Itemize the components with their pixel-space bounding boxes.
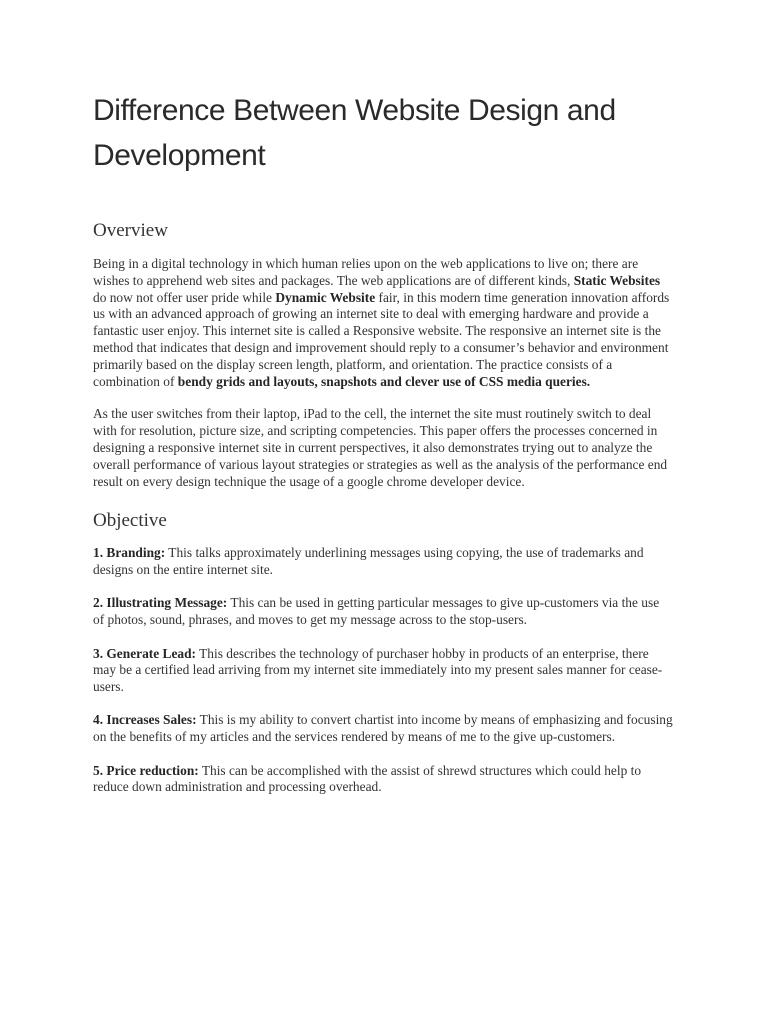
overview-p1-text-1: Being in a digital technology in which human relies upon on the web applications to live on; there are wishes to apprehend web sites and packages. The web applications are of different kinds, (93, 256, 639, 288)
objective-item-increases-sales (93, 712, 673, 746)
overview-heading: Overview (93, 220, 168, 241)
static-websites-term: Static Websites (573, 272, 661, 288)
objective-item-label: 5. Price reduction: (93, 762, 199, 778)
objective-item-generate-lead (93, 646, 673, 696)
objective-item-branding (93, 545, 673, 579)
objective-heading: Objective (93, 510, 167, 532)
overview-paragraph-2: As the user switches from their laptop, iPad to the cell, the internet the site must routinely switch to deal with for resolution, picture size, and scripting competencies. This paper offers the processes concerned in designing a responsive internet site in current perspectives, it also demonstrates trying out to analyze the overall performance of various layout strategies or strategies as well as the analysis of the performance end result on every design technique the usage of a google chrome developer device. (93, 406, 668, 489)
objective-item-illustrating-message (93, 595, 673, 629)
objective-item-text: This can be used in getting particular messages to give up-customers via the use of photos, sound, phrases, and moves to get my message across to the stop-users. (93, 595, 660, 628)
objective-item-text: This can be accomplished with the assist of shrewd structures which could help to reduce down administration and processing overhead. (93, 762, 642, 795)
objective-item-label: 4. Increases Sales: (93, 712, 197, 728)
document-title: Difference Between Website Design and Development (93, 94, 616, 172)
objective-list (93, 545, 673, 796)
objective-item-label: 1. Branding: (93, 545, 166, 561)
overview-paragraph-1 (93, 256, 673, 390)
dynamic-website-term: Dynamic Website (275, 289, 376, 305)
overview-p1-text-2: do now not offer user pride while (93, 289, 276, 305)
objective-item-label: 3. Generate Lead: (93, 645, 197, 661)
objective-item-label: 2. Illustrating Message: (93, 595, 228, 611)
overview-p1-text-3: fair, in this modern time generation innovation affords us with an advanced approach of growing an internet site to deal with emerging hardware and provide a fantastic user enjoy. This internet site is called a Responsive website. The responsive an internet site is the method that indicates that design and improvement should reply to a consumer’s behavior and environment primarily based on the display screen length, platform, and orientation. The practice consists of a combination of (93, 289, 670, 389)
objective-item-text: This describes the technology of purchaser hobby in products of an enterprise, there may be a certified lead arriving from my internet site immediately into my present sales manner for cease-users. (93, 645, 663, 695)
objective-item-text: This talks approximately underlining messages using copying, the use of trademarks and designs on the entire internet site. (93, 545, 644, 578)
objective-item-price-reduction (93, 763, 673, 797)
objective-item-text: This is my ability to convert chartist into income by means of emphasizing and focusing on the benefits of my articles and the services rendered by means of me to the give up-customers. (93, 712, 673, 745)
document-page (93, 88, 673, 813)
responsive-techniques-term: bendy grids and layouts, snapshots and clever use of CSS media queries. (177, 373, 591, 389)
